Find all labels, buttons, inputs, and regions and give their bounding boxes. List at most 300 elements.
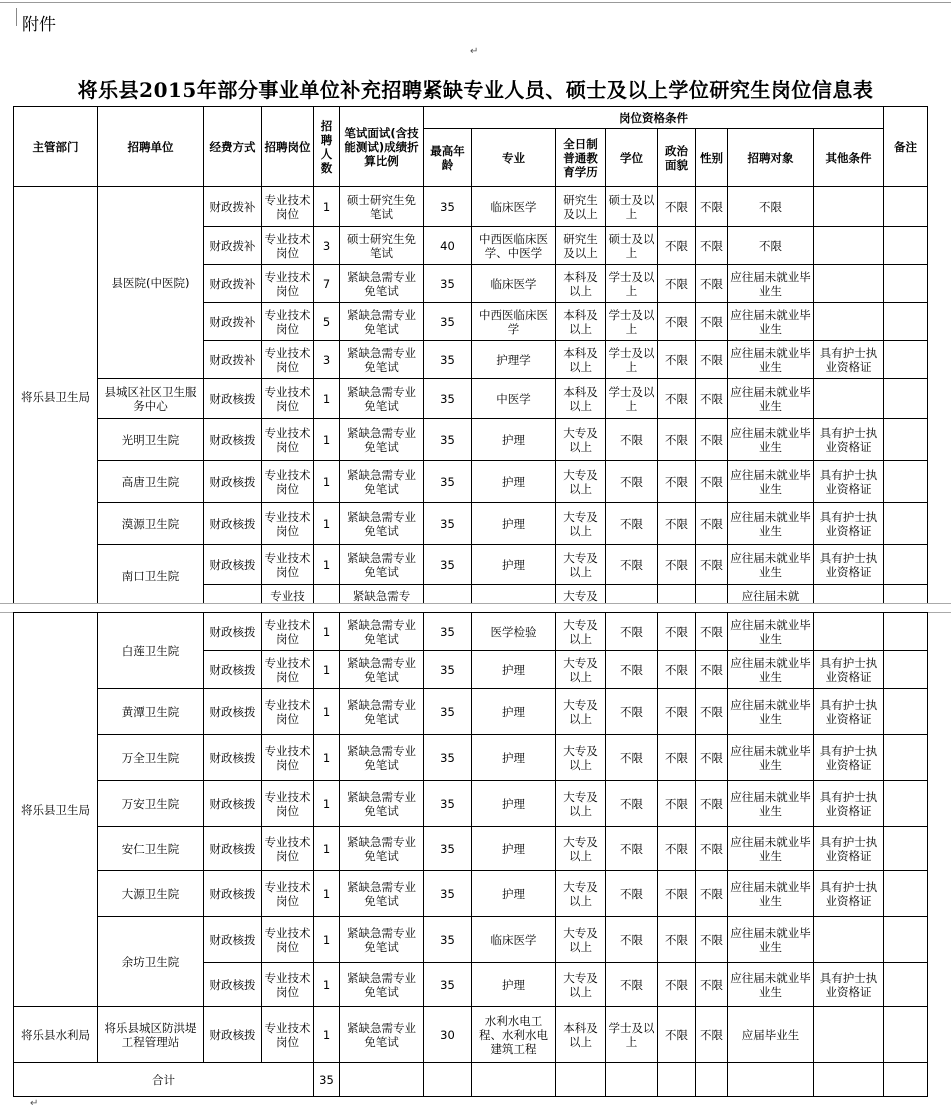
exam-cell: 紧缺急需专业免笔试 <box>340 613 424 651</box>
remark-cell <box>884 545 928 585</box>
political-cell: 不限 <box>658 187 696 227</box>
unit-cell: 高唐卫生院 <box>98 461 204 503</box>
positions-table-page1 <box>13 106 928 607</box>
major-cell: 护理 <box>472 651 556 689</box>
edu-cell: 大专及以上 <box>556 503 606 545</box>
other-cell: 具有护士执业资格证 <box>814 963 884 1007</box>
political-cell: 不限 <box>658 781 696 827</box>
age-cell: 35 <box>424 871 472 917</box>
age-cell: 35 <box>424 781 472 827</box>
target-cell: 应往届未就业毕业生 <box>728 545 814 585</box>
other-cell: 具有护士执业资格证 <box>814 689 884 735</box>
target-cell: 应往届未就业毕业生 <box>728 871 814 917</box>
other-cell <box>814 613 884 651</box>
edu-cell: 大专及 <box>556 585 606 607</box>
funding-cell: 财政核拨 <box>204 1007 262 1063</box>
other-cell: 具有护士执业资格证 <box>814 735 884 781</box>
funding-cell: 财政核拨 <box>204 917 262 963</box>
funding-cell: 财政拨补 <box>204 227 262 265</box>
post-cell: 专业技术岗位 <box>262 227 314 265</box>
other-cell <box>814 227 884 265</box>
gender-cell: 不限 <box>696 651 728 689</box>
target-cell: 应往届未就业毕业生 <box>728 303 814 341</box>
total-empty-cell <box>884 1063 928 1097</box>
funding-cell: 财政核拨 <box>204 689 262 735</box>
col-dept: 主管部门 <box>14 107 98 187</box>
unit-cell: 白莲卫生院 <box>98 613 204 689</box>
post-cell: 专业技术岗位 <box>262 461 314 503</box>
target-cell: 应往届未就业毕业生 <box>728 917 814 963</box>
count-cell: 7 <box>314 265 340 303</box>
age-cell: 35 <box>424 419 472 461</box>
remark-cell <box>884 503 928 545</box>
major-cell: 护理 <box>472 871 556 917</box>
table-row <box>14 187 928 227</box>
edu-cell: 本科及以上 <box>556 341 606 379</box>
gender-cell: 不限 <box>696 613 728 651</box>
edu-cell: 大专及以上 <box>556 917 606 963</box>
degree-cell: 不限 <box>606 461 658 503</box>
edu-cell: 大专及以上 <box>556 963 606 1007</box>
exam-cell: 紧缺急需专业免笔试 <box>340 689 424 735</box>
age-cell: 35 <box>424 613 472 651</box>
dept-cell: 将乐县卫生局 <box>14 187 98 607</box>
major-cell: 护理 <box>472 963 556 1007</box>
degree-cell: 学士及以上 <box>606 265 658 303</box>
major-cell: 水利水电工程、水利水电建筑工程 <box>472 1007 556 1063</box>
post-cell: 专业技术岗位 <box>262 827 314 871</box>
exam-cell: 紧缺急需专业免笔试 <box>340 827 424 871</box>
col-unit: 招聘单位 <box>98 107 204 187</box>
total-empty-cell <box>472 1063 556 1097</box>
table-row <box>14 827 928 871</box>
remark-cell <box>884 613 928 651</box>
exam-cell: 紧缺急需专业免笔试 <box>340 735 424 781</box>
remark-cell <box>884 341 928 379</box>
gender-cell: 不限 <box>696 917 728 963</box>
gender-cell: 不限 <box>696 503 728 545</box>
edu-cell: 大专及以上 <box>556 689 606 735</box>
gender-cell: 不限 <box>696 379 728 419</box>
unit-cell: 大源卫生院 <box>98 871 204 917</box>
remark-cell <box>884 963 928 1007</box>
unit-cell: 余坊卫生院 <box>98 917 204 1007</box>
target-cell: 应往届未就业毕业生 <box>728 379 814 419</box>
edu-cell: 大专及以上 <box>556 871 606 917</box>
target-cell: 应往届未就 <box>728 585 814 607</box>
exam-cell: 紧缺急需专业免笔试 <box>340 303 424 341</box>
table-row <box>14 871 928 917</box>
target-cell: 应往届未就业毕业生 <box>728 735 814 781</box>
degree-cell: 不限 <box>606 651 658 689</box>
target-cell: 应往届未就业毕业生 <box>728 781 814 827</box>
target-cell: 不限 <box>728 227 814 265</box>
political-cell: 不限 <box>658 379 696 419</box>
age-cell: 35 <box>424 651 472 689</box>
other-cell: 具有护士执业资格证 <box>814 341 884 379</box>
gender-cell: 不限 <box>696 963 728 1007</box>
total-count: 35 <box>314 1063 340 1097</box>
political-cell: 不限 <box>658 545 696 585</box>
gender-cell: 不限 <box>696 735 728 781</box>
col-funding: 经费方式 <box>204 107 262 187</box>
col-exam: 笔试面试(含技能测试)成绩折算比例 <box>340 107 424 187</box>
target-cell: 应往届未就业毕业生 <box>728 651 814 689</box>
table-row <box>14 689 928 735</box>
remark-cell <box>884 1007 928 1063</box>
gender-cell: 不限 <box>696 227 728 265</box>
exam-cell: 紧缺急需专业免笔试 <box>340 1007 424 1063</box>
age-cell: 30 <box>424 1007 472 1063</box>
col-count: 招聘人数 <box>314 107 340 187</box>
age-cell: 35 <box>424 341 472 379</box>
age-cell: 35 <box>424 545 472 585</box>
remark-cell <box>884 303 928 341</box>
exam-cell: 紧缺急需专业免笔试 <box>340 341 424 379</box>
major-cell: 临床医学 <box>472 917 556 963</box>
unit-cell: 漠源卫生院 <box>98 503 204 545</box>
count-cell: 1 <box>314 963 340 1007</box>
exam-cell: 紧缺急需专业免笔试 <box>340 419 424 461</box>
dept-cell: 将乐县卫生局 <box>14 613 98 1007</box>
major-cell: 护理 <box>472 419 556 461</box>
total-empty-cell <box>696 1063 728 1097</box>
funding-cell: 财政核拨 <box>204 379 262 419</box>
gender-cell: 不限 <box>696 187 728 227</box>
political-cell: 不限 <box>658 227 696 265</box>
post-cell: 专业技术岗位 <box>262 503 314 545</box>
degree-cell: 学士及以上 <box>606 303 658 341</box>
table-row <box>14 503 928 545</box>
target-cell: 应往届未就业毕业生 <box>728 461 814 503</box>
funding-cell: 财政核拨 <box>204 503 262 545</box>
age-cell: 35 <box>424 963 472 1007</box>
total-empty-cell <box>728 1063 814 1097</box>
degree-cell: 不限 <box>606 963 658 1007</box>
remark-cell <box>884 419 928 461</box>
count-cell: 3 <box>314 227 340 265</box>
gender-cell: 不限 <box>696 781 728 827</box>
target-cell: 应往届未就业毕业生 <box>728 341 814 379</box>
count-cell: 1 <box>314 917 340 963</box>
edu-cell: 本科及以上 <box>556 1007 606 1063</box>
other-cell: 具有护士执业资格证 <box>814 545 884 585</box>
remark-cell <box>884 735 928 781</box>
major-cell: 临床医学 <box>472 265 556 303</box>
post-cell: 专业技 <box>262 585 314 607</box>
unit-cell: 黄潭卫生院 <box>98 689 204 735</box>
unit-cell: 县医院(中医院) <box>98 187 204 379</box>
col-other: 其他条件 <box>814 129 884 187</box>
major-cell: 中西医临床医学 <box>472 303 556 341</box>
table-row <box>14 545 928 585</box>
count-cell: 1 <box>314 781 340 827</box>
table-row <box>14 419 928 461</box>
exam-cell: 紧缺急需专业免笔试 <box>340 781 424 827</box>
target-cell: 不限 <box>728 187 814 227</box>
unit-cell: 南口卫生院 <box>98 545 204 607</box>
funding-cell: 财政核拨 <box>204 613 262 651</box>
post-cell: 专业技术岗位 <box>262 187 314 227</box>
political-cell: 不限 <box>658 419 696 461</box>
political-cell: 不限 <box>658 871 696 917</box>
funding-cell: 财政拨补 <box>204 187 262 227</box>
degree-cell: 不限 <box>606 545 658 585</box>
remark-cell <box>884 827 928 871</box>
funding-cell: 财政拨补 <box>204 341 262 379</box>
exam-cell: 紧缺急需专业免笔试 <box>340 651 424 689</box>
degree-cell: 不限 <box>606 735 658 781</box>
political-cell: 不限 <box>658 963 696 1007</box>
total-empty-cell <box>814 1063 884 1097</box>
major-cell: 护理 <box>472 781 556 827</box>
table-row <box>14 613 928 651</box>
exam-cell: 硕士研究生免笔试 <box>340 227 424 265</box>
target-cell: 应届毕业生 <box>728 1007 814 1063</box>
post-cell: 专业技术岗位 <box>262 1007 314 1063</box>
funding-cell: 财政拨补 <box>204 303 262 341</box>
col-gender: 性别 <box>696 129 728 187</box>
other-cell: 具有护士执业资格证 <box>814 651 884 689</box>
unit-cell: 万安卫生院 <box>98 781 204 827</box>
post-cell: 专业技术岗位 <box>262 963 314 1007</box>
post-cell: 专业技术岗位 <box>262 545 314 585</box>
funding-cell: 财政核拨 <box>204 419 262 461</box>
gender-cell: 不限 <box>696 341 728 379</box>
age-cell: 35 <box>424 303 472 341</box>
table-body-page2 <box>14 613 928 1097</box>
table-row <box>14 735 928 781</box>
table-row <box>14 917 928 963</box>
major-cell: 医学检验 <box>472 613 556 651</box>
other-cell: 具有护士执业资格证 <box>814 419 884 461</box>
dept-cell: 将乐县水利局 <box>14 1007 98 1063</box>
table-row <box>14 379 928 419</box>
degree-cell: 不限 <box>606 827 658 871</box>
age-cell: 35 <box>424 917 472 963</box>
count-cell: 1 <box>314 187 340 227</box>
edu-cell: 研究生及以上 <box>556 227 606 265</box>
post-cell: 专业技术岗位 <box>262 303 314 341</box>
political-cell: 不限 <box>658 613 696 651</box>
count-cell: 1 <box>314 1007 340 1063</box>
gender-cell: 不限 <box>696 303 728 341</box>
target-cell: 应往届未就业毕业生 <box>728 503 814 545</box>
age-cell: 35 <box>424 689 472 735</box>
gender-cell: 不限 <box>696 689 728 735</box>
remark-cell <box>884 871 928 917</box>
table-row <box>14 781 928 827</box>
unit-cell: 将乐县城区防洪堤工程管理站 <box>98 1007 204 1063</box>
edu-cell: 本科及以上 <box>556 303 606 341</box>
target-cell: 应往届未就业毕业生 <box>728 613 814 651</box>
funding-cell: 财政核拨 <box>204 735 262 781</box>
edu-cell: 大专及以上 <box>556 461 606 503</box>
total-empty-cell <box>658 1063 696 1097</box>
count-cell: 1 <box>314 689 340 735</box>
major-cell: 临床医学 <box>472 187 556 227</box>
post-cell: 专业技术岗位 <box>262 265 314 303</box>
col-qualification-group: 岗位资格条件 <box>424 107 884 129</box>
total-empty-cell <box>340 1063 424 1097</box>
age-cell: 40 <box>424 227 472 265</box>
col-political: 政治面貌 <box>658 129 696 187</box>
other-cell: 具有护士执业资格证 <box>814 827 884 871</box>
post-cell: 专业技术岗位 <box>262 917 314 963</box>
col-edu: 全日制普通教育学历 <box>556 129 606 187</box>
age-cell: 35 <box>424 187 472 227</box>
gender-cell: 不限 <box>696 871 728 917</box>
table-body-page1 <box>14 187 928 607</box>
post-cell: 专业技术岗位 <box>262 781 314 827</box>
edu-cell: 大专及以上 <box>556 735 606 781</box>
major-cell: 护理 <box>472 461 556 503</box>
post-cell: 专业技术岗位 <box>262 735 314 781</box>
exam-cell: 紧缺急需专业免笔试 <box>340 917 424 963</box>
count-cell: 1 <box>314 461 340 503</box>
major-cell: 护理 <box>472 503 556 545</box>
funding-cell: 财政核拨 <box>204 963 262 1007</box>
funding-cell: 财政核拨 <box>204 781 262 827</box>
col-remark: 备注 <box>884 107 928 187</box>
age-cell: 35 <box>424 827 472 871</box>
degree-cell: 硕士及以上 <box>606 187 658 227</box>
total-empty-cell <box>606 1063 658 1097</box>
major-cell: 护理 <box>472 689 556 735</box>
gender-cell: 不限 <box>696 265 728 303</box>
remark-cell <box>884 227 928 265</box>
political-cell: 不限 <box>658 735 696 781</box>
remark-cell <box>884 187 928 227</box>
count-cell: 1 <box>314 613 340 651</box>
degree-cell: 不限 <box>606 689 658 735</box>
edu-cell: 大专及以上 <box>556 781 606 827</box>
political-cell: 不限 <box>658 461 696 503</box>
degree-cell: 不限 <box>606 781 658 827</box>
exam-cell: 紧缺急需专业免笔试 <box>340 871 424 917</box>
degree-cell: 硕士及以上 <box>606 227 658 265</box>
other-cell: 具有护士执业资格证 <box>814 461 884 503</box>
count-cell: 3 <box>314 341 340 379</box>
exam-cell: 紧缺急需专业免笔试 <box>340 503 424 545</box>
age-cell: 35 <box>424 735 472 781</box>
gender-cell: 不限 <box>696 419 728 461</box>
degree-cell: 不限 <box>606 503 658 545</box>
unit-cell: 安仁卫生院 <box>98 827 204 871</box>
paragraph-mark-icon: ↵ <box>30 1098 39 1109</box>
degree-cell: 不限 <box>606 871 658 917</box>
gender-cell: 不限 <box>696 461 728 503</box>
edu-cell: 大专及以上 <box>556 419 606 461</box>
table-row <box>14 461 928 503</box>
target-cell: 应往届未就业毕业生 <box>728 265 814 303</box>
political-cell: 不限 <box>658 1007 696 1063</box>
remark-cell <box>884 651 928 689</box>
gender-cell: 不限 <box>696 827 728 871</box>
degree-cell: 不限 <box>606 419 658 461</box>
post-cell: 专业技术岗位 <box>262 871 314 917</box>
post-cell: 专业技术岗位 <box>262 379 314 419</box>
edu-cell: 本科及以上 <box>556 379 606 419</box>
edu-cell: 大专及以上 <box>556 613 606 651</box>
total-row <box>14 1063 928 1097</box>
political-cell: 不限 <box>658 827 696 871</box>
political-cell: 不限 <box>658 651 696 689</box>
major-cell: 护理 <box>472 545 556 585</box>
other-cell <box>814 265 884 303</box>
target-cell: 应往届未就业毕业生 <box>728 827 814 871</box>
exam-cell: 紧缺急需专业免笔试 <box>340 963 424 1007</box>
degree-cell: 不限 <box>606 917 658 963</box>
other-cell <box>814 1007 884 1063</box>
col-post: 招聘岗位 <box>262 107 314 187</box>
col-age: 最高年龄 <box>424 129 472 187</box>
header-row-1 <box>14 107 928 129</box>
exam-cell: 紧缺急需专业免笔试 <box>340 265 424 303</box>
count-cell: 1 <box>314 735 340 781</box>
exam-cell: 紧缺急需专 <box>340 585 424 607</box>
age-cell: 35 <box>424 265 472 303</box>
attachment-label: 附件 <box>22 15 56 35</box>
remark-cell <box>884 781 928 827</box>
funding-cell: 财政核拨 <box>204 827 262 871</box>
count-cell: 1 <box>314 379 340 419</box>
count-cell: 1 <box>314 827 340 871</box>
degree-cell: 学士及以上 <box>606 379 658 419</box>
total-empty-cell <box>556 1063 606 1097</box>
major-cell: 中西医临床医学、中医学 <box>472 227 556 265</box>
edu-cell: 本科及以上 <box>556 265 606 303</box>
count-cell: 1 <box>314 871 340 917</box>
gender-cell: 不限 <box>696 1007 728 1063</box>
major-cell: 护理 <box>472 827 556 871</box>
unit-cell: 万全卫生院 <box>98 735 204 781</box>
target-cell: 应往届未就业毕业生 <box>728 689 814 735</box>
count-cell: 1 <box>314 651 340 689</box>
other-cell <box>814 379 884 419</box>
positions-table-page2 <box>13 612 928 1097</box>
page-title: 将乐县2015年部分事业单位补充招聘紧缺专业人员、硕士及以上学位研究生岗位信息表 <box>77 78 874 102</box>
funding-cell: 财政核拨 <box>204 461 262 503</box>
page-top-edge <box>0 2 951 3</box>
total-empty-cell <box>424 1063 472 1097</box>
post-cell: 专业技术岗位 <box>262 613 314 651</box>
funding-cell: 财政核拨 <box>204 871 262 917</box>
target-cell: 应往届未就业毕业生 <box>728 963 814 1007</box>
count-cell: 1 <box>314 419 340 461</box>
remark-cell <box>884 917 928 963</box>
major-cell: 护理学 <box>472 341 556 379</box>
post-cell: 专业技术岗位 <box>262 341 314 379</box>
age-cell: 35 <box>424 461 472 503</box>
other-cell <box>814 917 884 963</box>
edu-cell: 大专及以上 <box>556 545 606 585</box>
count-cell: 5 <box>314 303 340 341</box>
edu-cell: 大专及以上 <box>556 651 606 689</box>
table-row <box>14 1007 928 1063</box>
degree-cell: 学士及以上 <box>606 1007 658 1063</box>
other-cell: 具有护士执业资格证 <box>814 503 884 545</box>
remark-cell <box>884 265 928 303</box>
count-cell: 1 <box>314 503 340 545</box>
degree-cell: 学士及以上 <box>606 341 658 379</box>
age-cell: 35 <box>424 503 472 545</box>
age-cell: 35 <box>424 379 472 419</box>
other-cell: 具有护士执业资格证 <box>814 871 884 917</box>
funding-cell: 财政核拨 <box>204 545 262 585</box>
post-cell: 专业技术岗位 <box>262 419 314 461</box>
remark-cell <box>884 461 928 503</box>
